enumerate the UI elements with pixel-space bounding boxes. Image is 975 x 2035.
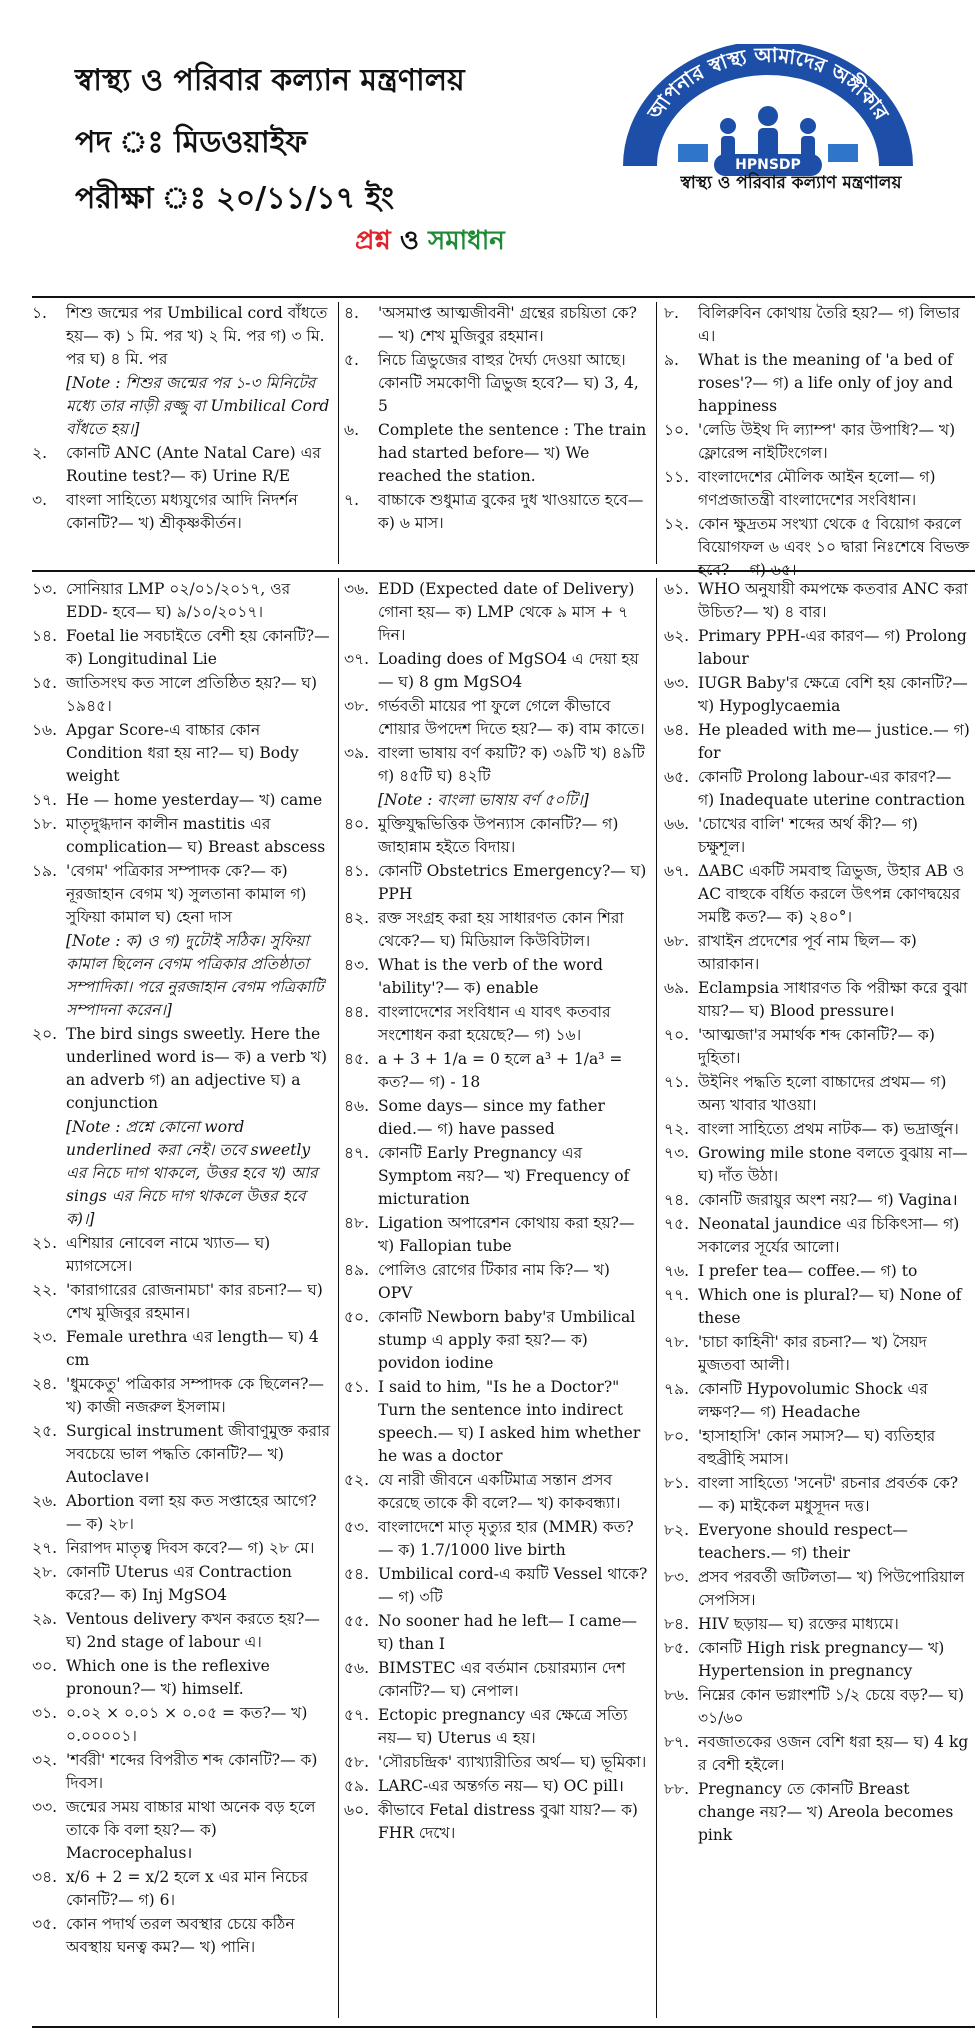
question-number: ৩৩. — [32, 1798, 58, 1816]
question-number: ৪. — [344, 304, 359, 322]
question-item — [32, 302, 332, 371]
question-number: ৪০. — [344, 815, 370, 833]
question-item — [32, 578, 332, 624]
question-number: ৪১. — [344, 862, 370, 880]
question-number: ৬৬. — [664, 815, 690, 833]
question-number: ৩. — [32, 491, 48, 509]
question-text: কোনটি Obstetrics Emergency?— ঘ) PPH — [378, 862, 647, 903]
question-item — [32, 813, 332, 859]
bottom-column-1 — [32, 578, 332, 2018]
question-number: ৮২. — [664, 1521, 690, 1539]
question-text: 'চোখের বালি' শব্দের অর্থ কী?— গ) চক্ষুশূল। — [698, 815, 918, 856]
question-text: বাংলাদেশের মৌলিক আইন হলো— গ) গণপ্রজাতন্ত্রী বাংলাদেশের সংবিধান। — [698, 468, 936, 509]
question-number: ৭২. — [664, 1120, 690, 1138]
question-text: এশিয়ার নোবেল নামে খ্যাত— ঘ) ম্যাগসেসে। — [66, 1234, 271, 1275]
question-number: ৬৯. — [664, 979, 690, 997]
question-text: Ectopic pregnancy এর ক্ষেত্রে সত্যি নয়— ঘ) Uterus এ হয়। — [378, 1706, 628, 1747]
question-item — [344, 1516, 650, 1562]
section-title — [355, 220, 505, 264]
question-number: ৫৫. — [344, 1612, 370, 1630]
question-item — [32, 625, 332, 671]
top-column-2 — [344, 302, 650, 564]
question-number: ৭৭. — [664, 1286, 690, 1304]
question-item — [664, 578, 972, 624]
question-text: বাংলা সাহিত্যে 'সনেট' রচনার প্রবর্তক কে?— ক) মাইকেল মধুসূদন দত্ত। — [698, 1474, 959, 1515]
column-divider — [338, 302, 339, 564]
top-column-3 — [664, 302, 972, 579]
question-number: ৭. — [344, 491, 360, 509]
question-text: What is the meaning of 'a bed of roses'?— গ) a life only of joy and happiness — [698, 351, 953, 415]
question-text: Umbilical cord-এ কয়টি Vessel থাকে?— গ) ৩টি — [378, 1565, 648, 1606]
question-number: ৬৭. — [664, 862, 690, 880]
question-text: BIMSTEC এর বর্তমান চেয়ারম্যান দেশ কোনটি?— ঘ) নেপাল। — [378, 1659, 626, 1700]
question-item — [664, 349, 972, 418]
question-text: Complete the sentence : The train had started before— খ) We reached the station. — [378, 421, 647, 485]
question-number: ২৯. — [32, 1610, 58, 1628]
question-item — [664, 466, 972, 512]
question-text: 'আত্মজা'র সমার্থক শব্দ কোনটি?— ক) দুহিতা। — [698, 1026, 935, 1067]
question-item — [664, 1118, 972, 1141]
question-item — [344, 1001, 650, 1047]
column-divider — [656, 302, 657, 564]
question-text: নবজাতকের ওজন বেশি ধরা হয়— ঘ) 4 kg র বেশী হইলে। — [698, 1733, 969, 1774]
top-rule — [32, 296, 975, 298]
question-number: ৭৬. — [664, 1262, 690, 1280]
question-text: কোনটি Early Pregnancy এর Symptom নয়?— খ) Frequency of micturation — [378, 1144, 630, 1208]
question-item — [344, 1610, 650, 1656]
question-number: ৬৫. — [664, 768, 690, 786]
question-number: ৬১. — [664, 580, 690, 598]
question-number: ৪৩. — [344, 956, 370, 974]
question-number: ৭৫. — [664, 1215, 690, 1233]
note-item — [32, 1116, 332, 1231]
question-text: 'শর্বরী' শব্দের বিপরীত শব্দ কোনটি?— ক) দিবস। — [66, 1751, 318, 1792]
bottom-section — [32, 578, 972, 2018]
question-number: ৬৪. — [664, 721, 690, 739]
question-text: বাংলাদেশে মাতৃ মৃত্যুর হার (MMR) কত?— ক) 1.7/1000 live birth — [378, 1518, 634, 1559]
question-text: কোনটি Uterus এর Contraction করে?— ক) Inj MgSO4 — [66, 1563, 292, 1604]
question-item — [344, 489, 650, 535]
question-text: IUGR Baby'র ক্ষেত্রে বেশি হয় কোনটি?— খ) Hypoglycaemia — [698, 674, 968, 715]
question-item — [664, 1142, 972, 1188]
question-number: ২৪. — [32, 1375, 58, 1393]
question-item — [664, 1637, 972, 1683]
question-number: ৩৬. — [344, 580, 370, 598]
question-item — [32, 1749, 332, 1795]
question-number: ২০. — [32, 1025, 58, 1043]
question-item — [664, 1284, 972, 1330]
question-number: ৮৬. — [664, 1686, 690, 1704]
question-item — [344, 954, 650, 1000]
question-item — [664, 1778, 972, 1847]
question-text: Eclampsia সাধারণত কি পরীক্ষা করে বুঝা যায়?— ঘ) Blood pressure। — [698, 979, 968, 1020]
question-item — [664, 1472, 972, 1518]
question-item — [664, 672, 972, 718]
question-item — [32, 1373, 332, 1419]
question-text: Ventous delivery কখন করতে হয়?— ঘ) 2nd stage of labour এ। — [66, 1610, 320, 1651]
question-number: ১. — [32, 304, 47, 322]
exam-date: পরীক্ষা ঃ ২০/১১/১৭ ইং — [75, 181, 395, 216]
question-item — [32, 860, 332, 929]
question-text: মুক্তিযুদ্ধভিত্তিক উপন্যাস কোনটি?— গ) জাহান্নাম হইতে বিদায়। — [378, 815, 619, 856]
question-text: 'বেগম' পত্রিকার সম্পাদক কে?— ক) নূরজাহান বেগম খ) সুলতানা কামাল গ) সুফিয়া কামাল ঘ) হেনা দাস — [66, 862, 307, 926]
title-word-question: প্রশ্ন — [355, 226, 391, 256]
question-text: 'কারাগারের রোজনামচা' কার রচনা?— ঘ) শেখ মুজিবুর রহমান। — [66, 1281, 323, 1322]
question-text: জাতিসংঘ কত সালে প্রতিষ্ঠিত হয়?— ঘ) ১৯৪৫। — [66, 674, 318, 715]
question-text: 'অসমাপ্ত আত্মজীবনী' গ্রন্থের রচয়িতা কে?— খ) শেখ মুজিবুর রহমান। — [378, 304, 637, 345]
question-item — [32, 1561, 332, 1607]
question-item — [32, 1537, 332, 1560]
question-text: He — home yesterday— খ) came — [66, 791, 323, 809]
question-text: বিলিরুবিন কোথায় তৈরি হয়?— গ) লিভার এ। — [698, 304, 960, 345]
question-text: উইনিং পদ্ধতি হলো বাচ্চাদের প্রথম— গ) অন্য খাবার খাওয়া। — [698, 1073, 947, 1114]
question-text: প্রসব পরবর্তী জটিলতা— খ) পিউপোরিয়াল সেপসিস। — [698, 1568, 965, 1609]
question-text: EDD (Expected date of Delivery) গোনা হয়— ক) LMP থেকে ৯ মাস + ৭ দিন। — [378, 580, 635, 644]
note-item — [32, 372, 332, 441]
post-title: পদ ঃ মিডওয়াইফ — [75, 125, 308, 160]
question-number: ৫৪. — [344, 1565, 370, 1583]
question-item — [32, 1232, 332, 1278]
question-text: a + 3 + 1/a = 0 হলে a³ + 1/a³ = কত?— গ) - 18 — [378, 1050, 623, 1091]
question-text: Female urethra এর length— ঘ) 4 cm — [66, 1328, 319, 1369]
question-text: কোনটি Prolong labour-এর কারণ?— গ) Inadequate uterine contraction — [698, 768, 965, 809]
question-number: ২৭. — [32, 1539, 58, 1557]
question-number: ২২. — [32, 1281, 58, 1299]
question-text: কোনটি Hypovolumic Shock এর লক্ষণ?— গ) Headache — [698, 1380, 928, 1421]
question-text: জন্মের সময় বাচ্চার মাথা অনেক বড় হলে তাকে কি বলা হয়?— ক) Macrocephalus। — [66, 1798, 316, 1862]
question-text: কোনটি High risk pregnancy— খ) Hypertension in pregnancy — [698, 1639, 945, 1680]
question-item — [32, 1420, 332, 1489]
question-text: কোন ক্ষুদ্রতম সংখ্যা থেকে ৫ বিয়োগ করলে বিয়োগফল ৬ এবং ১০ দ্বারা নিঃশেষে বিভক্ত হবে?— গ) ৬৫। — [698, 515, 970, 579]
question-item — [664, 719, 972, 765]
question-item — [32, 442, 332, 488]
question-number: ১৮. — [32, 815, 58, 833]
question-text: WHO অনুযায়ী কমপক্ষে কতবার ANC করা উচিত?— খ) ৪ বার। — [698, 580, 968, 621]
question-text: বাচ্চাকে শুধুমাত্র বুকের দুধ খাওয়াতে হবে— ক) ৬ মাস। — [378, 491, 644, 532]
page-header — [0, 0, 973, 310]
question-text: Apgar Score-এ বাচ্চার কোন Condition ধরা হয় না?— ঘ) Body weight — [66, 721, 299, 785]
question-number: ৬৩. — [664, 674, 690, 692]
question-number: ২. — [32, 444, 48, 462]
question-number: ২৫. — [32, 1422, 58, 1440]
question-number: ৫৭. — [344, 1706, 370, 1724]
question-item — [344, 907, 650, 953]
question-text: Pregnancy তে কোনটি Breast change নয়?— খ) Areola becomes pink — [698, 1780, 954, 1844]
question-item — [32, 1608, 332, 1654]
question-text: গর্ভবতী মায়ের পা ফুলে গেলে কীভাবে শোয়ার উপদেশ দিতে হয়?— ক) বাম কাতে। — [378, 697, 645, 738]
question-text: x/6 + 2 = x/2 হলে x এর মান নিচের কোনটি?— গ) 6। — [66, 1868, 308, 1909]
question-number: ৭৯. — [664, 1380, 690, 1398]
question-text: পোলিও রোগের টিকার নাম কি?— খ) OPV — [378, 1261, 610, 1302]
question-item — [664, 766, 972, 812]
question-text: Which one is the reflexive pronoun?— খ) himself. — [66, 1657, 270, 1698]
column-divider — [338, 578, 339, 2018]
question-number: ৮১. — [664, 1474, 690, 1492]
logo-badge: HPNSDP — [714, 154, 822, 176]
bottom-rule — [32, 2026, 975, 2028]
question-number: ৪৮. — [344, 1214, 370, 1232]
question-text: 'লেডি উইথ দি ল্যাম্প' কার উপাধি?— খ) ফ্লোরেন্স নাইটিংগেল। — [698, 421, 956, 462]
question-item — [664, 302, 972, 348]
question-item — [664, 977, 972, 1023]
question-item — [344, 578, 650, 647]
question-item — [664, 1189, 972, 1212]
question-number: ৬৮. — [664, 932, 690, 950]
question-text: Foetal lie সবচাইতে বেশী হয় কোনটি?— ক) Longitudinal Lie — [66, 627, 330, 668]
question-number: ৫৯. — [344, 1777, 370, 1795]
question-text: Everyone should respect— teachers.— গ) their — [698, 1521, 908, 1562]
question-item — [344, 1142, 650, 1211]
note-text: [Note : বাংলা ভাষায় বর্ণ ৫০টি।] — [378, 791, 589, 809]
question-number: ৮৩. — [664, 1568, 690, 1586]
question-text: কোনটি ANC (Ante Natal Care) এর Routine test?— ক) Urine R/E — [66, 444, 321, 485]
question-number: ৫৩. — [344, 1518, 370, 1536]
question-text: Some days— since my father died.— গ) have passed — [378, 1097, 605, 1138]
question-text: Surgical instrument জীবাণুমুক্ত করার সবচেয়ে ভাল পদ্ধতি কোনটি?— খ) Autoclave। — [66, 1422, 330, 1486]
question-item — [664, 813, 972, 859]
question-item — [344, 349, 650, 418]
question-text: LARC-এর অন্তর্গত নয়— ঘ) OC pill। — [378, 1777, 624, 1795]
title-word-and: ও — [399, 226, 419, 256]
question-item — [664, 930, 972, 976]
question-text: নিরাপদ মাতৃত্ব দিবস কবে?— গ) ২৮ মে। — [66, 1539, 315, 1557]
question-number: ৭৮. — [664, 1333, 690, 1351]
question-text: Abortion বলা হয় কত সপ্তাহের আগে?— ক) ২৮। — [66, 1492, 317, 1533]
question-number: ৮৫. — [664, 1639, 690, 1657]
question-item — [344, 1704, 650, 1750]
question-number: ৭০. — [664, 1026, 690, 1044]
question-item — [344, 648, 650, 694]
question-text: কোন পদার্থ তরল অবস্থার চেয়ে কঠিন অবস্থায় ঘনত্ব কম?— খ) পানি। — [66, 1915, 295, 1956]
question-item — [664, 1566, 972, 1612]
question-number: ৩০. — [32, 1657, 58, 1675]
question-item — [344, 1376, 650, 1468]
top-section — [32, 302, 972, 579]
question-number: ৩৭. — [344, 650, 370, 668]
question-text: Which one is plural?— ঘ) None of these — [698, 1286, 962, 1327]
question-item — [32, 672, 332, 718]
question-text: Primary PPH-এর কারণ— গ) Prolong labour — [698, 627, 967, 668]
question-item — [32, 1796, 332, 1865]
question-item — [344, 302, 650, 348]
question-text: কীভাবে Fetal distress বুঝা যায়?— ক) FHR দেখে। — [378, 1801, 638, 1842]
question-item — [344, 1306, 650, 1375]
note-text: [Note : শিশুর জন্মের পর ১-৩ মিনিটের মধ্যে তার নাড়ী রজ্জু বা Umbilical Cord বাঁধতে হয়।] — [66, 374, 330, 438]
title-word-solution: সমাধান — [428, 226, 505, 256]
question-text: কোনটি জরায়ুর অংশ নয়?— গ) Vagina। — [698, 1191, 958, 1209]
question-number: ৩১. — [32, 1704, 58, 1722]
question-item — [664, 1731, 972, 1777]
note-text: [Note : ক) ও গ) দুটোই সঠিক। সুফিয়া কামাল ছিলেন বেগম পত্রিকার প্রতিষ্ঠাতা সম্পাদিকা। পরে নুরজাহান বেগম পত্রিকাটি সম্পাদনা করেন।] — [66, 932, 324, 1019]
question-item — [344, 419, 650, 488]
question-text: Growing mile stone বলতে বুঝায় না— ঘ) দাঁত উঠা। — [698, 1144, 968, 1185]
note-item — [32, 930, 332, 1022]
question-item — [344, 813, 650, 859]
question-number: ২৩. — [32, 1328, 58, 1346]
question-text: ΔABC একটি সমবাহু ত্রিভুজ, উহার AB ও AC বাহুকে বর্ধিত করলে উৎপন্ন কোণদ্বয়ের সমষ্টি কত?— ক) ২৪০°। — [698, 862, 965, 926]
question-number: ৫০. — [344, 1308, 370, 1326]
question-item — [344, 1563, 650, 1609]
question-text: Loading does of MgSO4 এ দেয়া হয়— ঘ) 8 gm MgSO4 — [378, 650, 639, 691]
question-number: ১১. — [664, 468, 690, 486]
question-text: শিশু জন্মের পর Umbilical cord বাঁধতে হয়— ক) ১ মি. পর খ) ২ মি. পর গ) ৩ মি. পর ঘ) ৪ মি. পর — [66, 304, 328, 368]
question-item — [664, 1425, 972, 1471]
question-item — [664, 1519, 972, 1565]
column-divider — [656, 578, 657, 2018]
question-item — [32, 489, 332, 535]
question-item — [32, 1490, 332, 1536]
question-item — [32, 719, 332, 788]
question-item — [344, 1799, 650, 1845]
top-column-1 — [32, 302, 332, 564]
question-number: ৪৫. — [344, 1050, 370, 1068]
question-text: বাংলা সাহিত্যে প্রথম নাটক— ক) ভদ্রার্জুন। — [698, 1120, 959, 1138]
question-number: ৪৪. — [344, 1003, 370, 1021]
question-number: ৩২. — [32, 1751, 58, 1769]
question-text: 'চাচা কাহিনী' কার রচনা?— খ) সৈয়দ মুজতবা আলী। — [698, 1333, 927, 1374]
question-text: সোনিয়ার LMP ০২/০১/২০১৭, ওর EDD- হবে— ঘ) ৯/১০/২০১৭। — [66, 580, 291, 621]
question-item — [344, 1095, 650, 1141]
question-item — [32, 1702, 332, 1748]
question-text: I said to him, "Is he a Doctor?" Turn the sentence into indirect speech.— ঘ) I asked him whether he was a doctor — [378, 1378, 641, 1465]
question-text: I prefer tea— coffee.— গ) to — [698, 1262, 918, 1280]
logo-arc-text: আপনার স্বাস্থ্য আমাদের অঙ্গীকার — [642, 44, 894, 124]
question-number: ৯. — [664, 351, 679, 369]
question-text: মাতৃদুগ্ধদান কালীন mastitis এর complication— ঘ) Breast abscess — [66, 815, 326, 856]
question-number: ২৬. — [32, 1492, 58, 1510]
question-item — [664, 1331, 972, 1377]
question-item — [32, 789, 332, 812]
question-text: He pleaded with me— justice.— গ) for — [698, 721, 970, 762]
question-item — [344, 742, 650, 788]
question-number: ১৪. — [32, 627, 58, 645]
question-item — [664, 419, 972, 465]
question-number: ১০. — [664, 421, 690, 439]
question-item — [344, 860, 650, 906]
question-item — [32, 1913, 332, 1959]
question-number: ৮০. — [664, 1427, 690, 1445]
question-text: HIV ছড়ায়— ঘ) রক্তের মাধ্যমে। — [698, 1615, 899, 1633]
question-number: ২৮. — [32, 1563, 58, 1581]
question-number: ৩৯. — [344, 744, 370, 762]
question-item — [344, 1751, 650, 1774]
logo-caption: স্বাস্থ্য ও পরিবার কল্যাণ মন্ত্রণালয় — [680, 173, 902, 193]
question-number: ৬০. — [344, 1801, 370, 1819]
question-number: ১৯. — [32, 862, 58, 880]
question-text: কোনটি Newborn baby'র Umbilical stump এ apply করা হয়?— ক) povidon iodine — [378, 1308, 636, 1372]
question-text: বাংলা ভাষায় বর্ণ কয়টি? ক) ৩৯টি খ) ৪৯টি গ) ৪৫টি ঘ) ৪২টি — [378, 744, 645, 785]
question-number: ৫. — [344, 351, 359, 369]
question-item — [664, 1071, 972, 1117]
ministry-title: স্বাস্থ্য ও পরিবার কল্যান মন্ত্রণালয় — [75, 63, 465, 98]
question-item — [32, 1655, 332, 1701]
question-item — [32, 1023, 332, 1115]
question-item — [344, 1048, 650, 1094]
question-number: ১৩. — [32, 580, 58, 598]
question-item — [32, 1279, 332, 1325]
question-text: 'হাসাহাসি' কোন সমাস?— ঘ) ব্যতিহার বহুব্রীহি সমাস। — [698, 1427, 936, 1468]
question-number: ৩৪. — [32, 1868, 58, 1886]
question-item — [664, 1213, 972, 1259]
note-text: [Note : প্রশ্নে কোনো word underlined করা নেই। তবে sweetly এর নিচে দাগ থাকলে, উত্তর হবে খ) আর sings এর নিচে দাগ থাকলে উত্তর হবে ক)।] — [66, 1118, 318, 1228]
question-item — [664, 1684, 972, 1730]
question-item — [664, 1024, 972, 1070]
question-text: No sooner had he left— I came— ঘ) than I — [378, 1612, 637, 1653]
question-number: ১৫. — [32, 674, 58, 692]
question-item — [344, 1775, 650, 1798]
question-number: ৬. — [344, 421, 360, 439]
question-number: ৪৭. — [344, 1144, 370, 1162]
question-number: ১৬. — [32, 721, 58, 739]
middle-rule — [32, 570, 975, 572]
question-item — [664, 1260, 972, 1283]
question-number: ৮. — [664, 304, 679, 322]
question-item — [664, 1378, 972, 1424]
question-number: ৬২. — [664, 627, 690, 645]
question-item — [32, 1866, 332, 1912]
question-item — [344, 1259, 650, 1305]
question-text: 'সৌরচন্দ্রিক' ব্যাখ্যারীতির অর্থ— ঘ) ভূমিকা। — [378, 1753, 647, 1771]
question-number: ৮৪. — [664, 1615, 690, 1633]
question-text: যে নারী জীবনে একটিমাত্র সন্তান প্রসব করেছে তাকে কী বলে?— খ) কাকবন্ধ্যা। — [378, 1471, 621, 1512]
question-number: ৫২. — [344, 1471, 370, 1489]
question-text: রক্ত সংগ্রহ করা হয় সাধারণত কোন শিরা থেকে?— ঘ) মিডিয়াল কিউবিটাল। — [378, 909, 624, 950]
question-text: What is the verb of the word 'ability'?— ক) enable — [378, 956, 603, 997]
bottom-column-2 — [344, 578, 650, 2018]
question-item — [664, 860, 972, 929]
question-item — [344, 1469, 650, 1515]
question-number: ৪২. — [344, 909, 370, 927]
question-text: নিচে ত্রিভুজের বাহুর দৈর্ঘ্য দেওয়া আছে। কোনটি সমকোণী ত্রিভুজ হবে?— ঘ) 3, 4, 5 — [378, 351, 639, 415]
question-item — [344, 1212, 650, 1258]
note-item — [344, 789, 650, 812]
question-text: Neonatal jaundice এর চিকিৎসা— গ) সকালের সূর্যের আলো। — [698, 1215, 960, 1256]
question-number: ৮৮. — [664, 1780, 690, 1798]
question-number: ১২. — [664, 515, 690, 533]
question-item — [344, 695, 650, 741]
question-number: ৫৬. — [344, 1659, 370, 1677]
question-text: The bird sings sweetly. Here the underlined word is— ক) a verb খ) an adverb গ) an adjective ঘ) a conjunction — [66, 1025, 327, 1112]
question-number: ৩৫. — [32, 1915, 58, 1933]
question-text: ০.০২ × ০.০১ × ০.০৫ = কত?— খ) ০.০০০০১। — [66, 1704, 308, 1745]
question-text: নিম্নের কোন ভগ্নাংশটি ১/২ চেয়ে বড়?— ঘ) ৩১/৬০ — [698, 1686, 965, 1727]
question-number: ৪৬. — [344, 1097, 370, 1115]
question-number: ৭১. — [664, 1073, 690, 1091]
question-number: ৪৯. — [344, 1261, 370, 1279]
question-number: ৭৪. — [664, 1191, 690, 1209]
question-item — [664, 1613, 972, 1636]
question-text: বাংলাদেশের সংবিধান এ যাবৎ কতবার সংশোধন করা হয়েছে?— গ) ১৬। — [378, 1003, 611, 1044]
question-number: ১৭. — [32, 791, 58, 809]
question-number: ৫৮. — [344, 1753, 370, 1771]
question-text: 'ধুমকেতু' পত্রিকার সম্পাদক কে ছিলেন?— খ) কাজী নজরুল ইসলাম। — [66, 1375, 324, 1416]
question-text: Ligation অপারেশন কোথায় করা হয়?— খ) Fallopian tube — [378, 1214, 635, 1255]
question-text: রাখাইন প্রদেশের পূর্ব নাম ছিল— ক) আরাকান। — [698, 932, 917, 973]
question-number: ৮৭. — [664, 1733, 690, 1751]
question-number: ৭৩. — [664, 1144, 690, 1162]
question-item — [344, 1657, 650, 1703]
question-item — [32, 1326, 332, 1372]
question-number: ২১. — [32, 1234, 58, 1252]
question-item — [664, 625, 972, 671]
question-number: ৫১. — [344, 1378, 370, 1396]
bottom-column-3 — [664, 578, 972, 2018]
question-text: বাংলা সাহিত্যে মধ্যযুগের আদি নিদর্শন কোনটি?— খ) শ্রীকৃষ্ণকীর্তন। — [66, 491, 298, 532]
question-number: ৩৮. — [344, 697, 370, 715]
